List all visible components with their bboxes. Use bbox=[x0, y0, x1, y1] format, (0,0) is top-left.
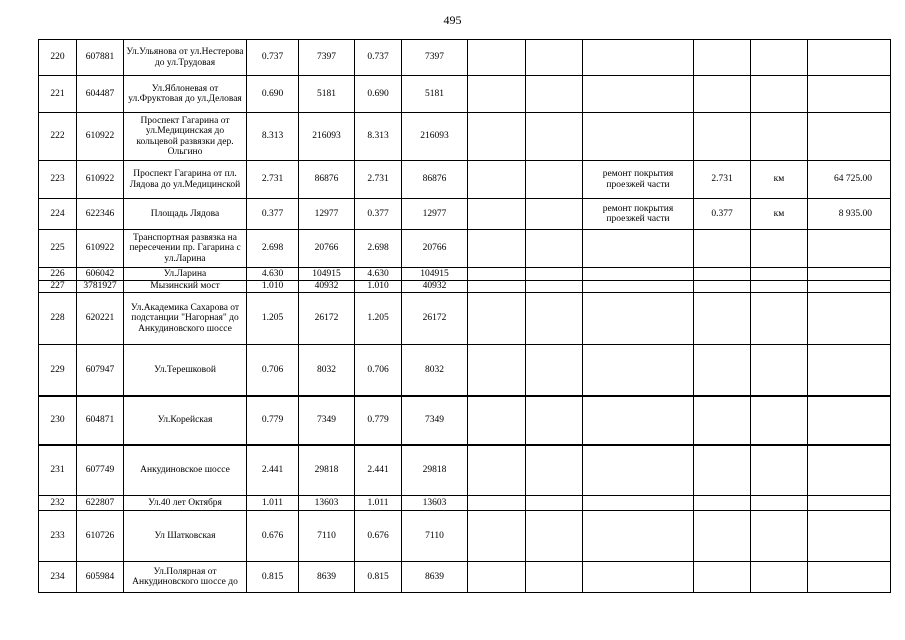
area-repair: 104915 bbox=[402, 268, 468, 281]
work-cost bbox=[808, 562, 891, 593]
row-number: 227 bbox=[39, 281, 77, 293]
road-name: Мызинский мост bbox=[124, 281, 247, 293]
work-unit bbox=[751, 496, 808, 511]
road-id: 610922 bbox=[77, 161, 124, 199]
road-id: 606042 bbox=[77, 268, 124, 281]
area-total: 12977 bbox=[299, 199, 355, 230]
road-id: 610922 bbox=[77, 113, 124, 161]
area-repair: 7397 bbox=[402, 40, 468, 76]
work-type bbox=[583, 511, 694, 562]
area-total: 5181 bbox=[299, 76, 355, 113]
table-row bbox=[39, 396, 891, 445]
area-repair: 40932 bbox=[402, 281, 468, 293]
length-repair: 1.010 bbox=[355, 281, 402, 293]
empty-cell-2 bbox=[526, 293, 583, 345]
road-id: 620221 bbox=[77, 293, 124, 345]
area-total: 86876 bbox=[299, 161, 355, 199]
length-repair: 8.313 bbox=[355, 113, 402, 161]
road-name: Транспортная развязка на пересечении пр. Гагарина с ул.Ларина bbox=[124, 230, 247, 268]
road-id: 607749 bbox=[77, 445, 124, 496]
work-cost bbox=[808, 268, 891, 281]
road-name: Ул.Ульянова от ул.Нестерова до ул.Трудовая bbox=[124, 40, 247, 76]
table-row bbox=[39, 40, 891, 76]
length-repair: 1.205 bbox=[355, 293, 402, 345]
row-number: 229 bbox=[39, 345, 77, 396]
road-name: Ул.Полярная от Анкудиновского шоссе до bbox=[124, 562, 247, 593]
area-total: 40932 bbox=[299, 281, 355, 293]
empty-cell-2 bbox=[526, 161, 583, 199]
work-cost bbox=[808, 281, 891, 293]
empty-cell-1 bbox=[468, 230, 526, 268]
work-unit bbox=[751, 396, 808, 445]
length-total: 2.731 bbox=[247, 161, 299, 199]
length-repair: 0.815 bbox=[355, 562, 402, 593]
length-repair: 2.731 bbox=[355, 161, 402, 199]
table-row bbox=[39, 496, 891, 511]
roads-table bbox=[38, 39, 891, 593]
road-name: Проспект Гагарина от ул.Медицинская до кольцевой развязки дер. Ольгино bbox=[124, 113, 247, 161]
empty-cell-2 bbox=[526, 496, 583, 511]
road-id: 604871 bbox=[77, 396, 124, 445]
road-id: 607881 bbox=[77, 40, 124, 76]
road-name: Ул.Ларина bbox=[124, 268, 247, 281]
table-row bbox=[39, 445, 891, 496]
road-id: 604487 bbox=[77, 76, 124, 113]
length-total: 0.815 bbox=[247, 562, 299, 593]
area-total: 104915 bbox=[299, 268, 355, 281]
area-repair: 20766 bbox=[402, 230, 468, 268]
work-type bbox=[583, 293, 694, 345]
table-row bbox=[39, 293, 891, 345]
page-number: 495 bbox=[443, 13, 462, 27]
empty-cell-1 bbox=[468, 345, 526, 396]
table-row bbox=[39, 161, 891, 199]
work-unit bbox=[751, 445, 808, 496]
row-number: 231 bbox=[39, 445, 77, 496]
work-length bbox=[694, 396, 751, 445]
area-repair: 13603 bbox=[402, 496, 468, 511]
work-length bbox=[694, 281, 751, 293]
work-length bbox=[694, 293, 751, 345]
work-length bbox=[694, 562, 751, 593]
area-total: 216093 bbox=[299, 113, 355, 161]
work-length bbox=[694, 230, 751, 268]
length-repair: 2.441 bbox=[355, 445, 402, 496]
empty-cell-2 bbox=[526, 40, 583, 76]
length-total: 0.690 bbox=[247, 76, 299, 113]
area-total: 8032 bbox=[299, 345, 355, 396]
row-number: 232 bbox=[39, 496, 77, 511]
work-cost bbox=[808, 113, 891, 161]
work-length bbox=[694, 268, 751, 281]
work-unit bbox=[751, 40, 808, 76]
empty-cell-2 bbox=[526, 396, 583, 445]
length-repair: 0.706 bbox=[355, 345, 402, 396]
road-name: Анкудиновское шоссе bbox=[124, 445, 247, 496]
work-type bbox=[583, 40, 694, 76]
area-repair: 8639 bbox=[402, 562, 468, 593]
empty-cell-1 bbox=[468, 161, 526, 199]
length-repair: 1.011 bbox=[355, 496, 402, 511]
road-name: Ул.Терешковой bbox=[124, 345, 247, 396]
row-number: 220 bbox=[39, 40, 77, 76]
table-row bbox=[39, 199, 891, 230]
length-repair: 4.630 bbox=[355, 268, 402, 281]
length-total: 8.313 bbox=[247, 113, 299, 161]
road-name: Ул.Корейская bbox=[124, 396, 247, 445]
table-row bbox=[39, 281, 891, 293]
road-name: Ул Шатковская bbox=[124, 511, 247, 562]
work-unit bbox=[751, 511, 808, 562]
area-repair: 26172 bbox=[402, 293, 468, 345]
work-type: ремонт покрытия проезжей части bbox=[583, 161, 694, 199]
area-total: 13603 bbox=[299, 496, 355, 511]
area-total: 26172 bbox=[299, 293, 355, 345]
length-repair: 0.377 bbox=[355, 199, 402, 230]
empty-cell-2 bbox=[526, 230, 583, 268]
area-repair: 12977 bbox=[402, 199, 468, 230]
area-repair: 8032 bbox=[402, 345, 468, 396]
empty-cell-2 bbox=[526, 345, 583, 396]
area-total: 7397 bbox=[299, 40, 355, 76]
row-number: 221 bbox=[39, 76, 77, 113]
row-number: 223 bbox=[39, 161, 77, 199]
work-unit bbox=[751, 268, 808, 281]
work-type bbox=[583, 113, 694, 161]
work-cost: 8 935.00 bbox=[808, 199, 891, 230]
empty-cell-1 bbox=[468, 293, 526, 345]
work-type bbox=[583, 76, 694, 113]
work-cost: 64 725.00 bbox=[808, 161, 891, 199]
table-row bbox=[39, 76, 891, 113]
empty-cell-2 bbox=[526, 445, 583, 496]
work-unit bbox=[751, 76, 808, 113]
road-name: Площадь Лядова bbox=[124, 199, 247, 230]
work-length bbox=[694, 40, 751, 76]
table-row bbox=[39, 113, 891, 161]
length-repair: 0.676 bbox=[355, 511, 402, 562]
length-repair: 0.779 bbox=[355, 396, 402, 445]
road-name: Проспект Гагарина от пл. Лядова до ул.Медицинской bbox=[124, 161, 247, 199]
empty-cell-1 bbox=[468, 76, 526, 113]
empty-cell-2 bbox=[526, 268, 583, 281]
empty-cell-2 bbox=[526, 113, 583, 161]
empty-cell-2 bbox=[526, 562, 583, 593]
area-total: 8639 bbox=[299, 562, 355, 593]
length-repair: 0.737 bbox=[355, 40, 402, 76]
work-cost bbox=[808, 345, 891, 396]
work-unit bbox=[751, 345, 808, 396]
table-row bbox=[39, 268, 891, 281]
empty-cell-2 bbox=[526, 281, 583, 293]
work-cost bbox=[808, 445, 891, 496]
row-number: 228 bbox=[39, 293, 77, 345]
length-total: 2.698 bbox=[247, 230, 299, 268]
area-repair: 7349 bbox=[402, 396, 468, 445]
work-cost bbox=[808, 76, 891, 113]
length-repair: 0.690 bbox=[355, 76, 402, 113]
table-row bbox=[39, 562, 891, 593]
length-total: 0.779 bbox=[247, 396, 299, 445]
empty-cell-2 bbox=[526, 199, 583, 230]
length-total: 1.011 bbox=[247, 496, 299, 511]
road-id: 622346 bbox=[77, 199, 124, 230]
work-type bbox=[583, 230, 694, 268]
work-cost bbox=[808, 230, 891, 268]
work-type bbox=[583, 496, 694, 511]
length-total: 0.377 bbox=[247, 199, 299, 230]
work-length bbox=[694, 76, 751, 113]
road-id: 605984 bbox=[77, 562, 124, 593]
work-type bbox=[583, 562, 694, 593]
work-length bbox=[694, 496, 751, 511]
length-total: 0.706 bbox=[247, 345, 299, 396]
empty-cell-1 bbox=[468, 562, 526, 593]
work-length bbox=[694, 445, 751, 496]
road-id: 607947 bbox=[77, 345, 124, 396]
work-length: 2.731 bbox=[694, 161, 751, 199]
empty-cell-1 bbox=[468, 199, 526, 230]
row-number: 230 bbox=[39, 396, 77, 445]
work-type: ремонт покрытия проезжей части bbox=[583, 199, 694, 230]
work-unit: км bbox=[751, 199, 808, 230]
work-unit bbox=[751, 230, 808, 268]
row-number: 224 bbox=[39, 199, 77, 230]
area-total: 29818 bbox=[299, 445, 355, 496]
length-total: 2.441 bbox=[247, 445, 299, 496]
empty-cell-2 bbox=[526, 76, 583, 113]
length-repair: 2.698 bbox=[355, 230, 402, 268]
area-repair: 216093 bbox=[402, 113, 468, 161]
row-number: 225 bbox=[39, 230, 77, 268]
empty-cell-1 bbox=[468, 40, 526, 76]
work-cost bbox=[808, 293, 891, 345]
area-repair: 86876 bbox=[402, 161, 468, 199]
table-row bbox=[39, 345, 891, 396]
area-total: 7110 bbox=[299, 511, 355, 562]
area-total: 7349 bbox=[299, 396, 355, 445]
empty-cell-1 bbox=[468, 511, 526, 562]
empty-cell-1 bbox=[468, 396, 526, 445]
work-type bbox=[583, 345, 694, 396]
empty-cell-2 bbox=[526, 511, 583, 562]
row-number: 222 bbox=[39, 113, 77, 161]
work-type bbox=[583, 396, 694, 445]
row-number: 226 bbox=[39, 268, 77, 281]
work-unit: км bbox=[751, 161, 808, 199]
table-row bbox=[39, 230, 891, 268]
work-unit bbox=[751, 281, 808, 293]
length-total: 1.010 bbox=[247, 281, 299, 293]
empty-cell-1 bbox=[468, 445, 526, 496]
area-repair: 29818 bbox=[402, 445, 468, 496]
road-id: 3781927 bbox=[77, 281, 124, 293]
area-repair: 7110 bbox=[402, 511, 468, 562]
work-length bbox=[694, 511, 751, 562]
area-total: 20766 bbox=[299, 230, 355, 268]
row-number: 234 bbox=[39, 562, 77, 593]
row-number: 233 bbox=[39, 511, 77, 562]
work-length: 0.377 bbox=[694, 199, 751, 230]
length-total: 1.205 bbox=[247, 293, 299, 345]
road-id: 610726 bbox=[77, 511, 124, 562]
work-cost bbox=[808, 511, 891, 562]
length-total: 4.630 bbox=[247, 268, 299, 281]
road-name: Ул.Академика Сахарова от подстанции "Нагорная" до Анкудиновского шоссе bbox=[124, 293, 247, 345]
length-total: 0.676 bbox=[247, 511, 299, 562]
road-name: Ул.40 лет Октября bbox=[124, 496, 247, 511]
work-unit bbox=[751, 293, 808, 345]
work-unit bbox=[751, 562, 808, 593]
road-id: 622807 bbox=[77, 496, 124, 511]
empty-cell-1 bbox=[468, 281, 526, 293]
road-id: 610922 bbox=[77, 230, 124, 268]
work-unit bbox=[751, 113, 808, 161]
work-type bbox=[583, 281, 694, 293]
work-cost bbox=[808, 396, 891, 445]
area-repair: 5181 bbox=[402, 76, 468, 113]
work-cost bbox=[808, 40, 891, 76]
road-name: Ул.Яблоневая от ул.Фруктовая до ул.Деловая bbox=[124, 76, 247, 113]
empty-cell-1 bbox=[468, 496, 526, 511]
work-type bbox=[583, 268, 694, 281]
work-length bbox=[694, 113, 751, 161]
length-total: 0.737 bbox=[247, 40, 299, 76]
empty-cell-1 bbox=[468, 113, 526, 161]
empty-cell-1 bbox=[468, 268, 526, 281]
work-length bbox=[694, 345, 751, 396]
table-row bbox=[39, 511, 891, 562]
work-cost bbox=[808, 496, 891, 511]
work-type bbox=[583, 445, 694, 496]
